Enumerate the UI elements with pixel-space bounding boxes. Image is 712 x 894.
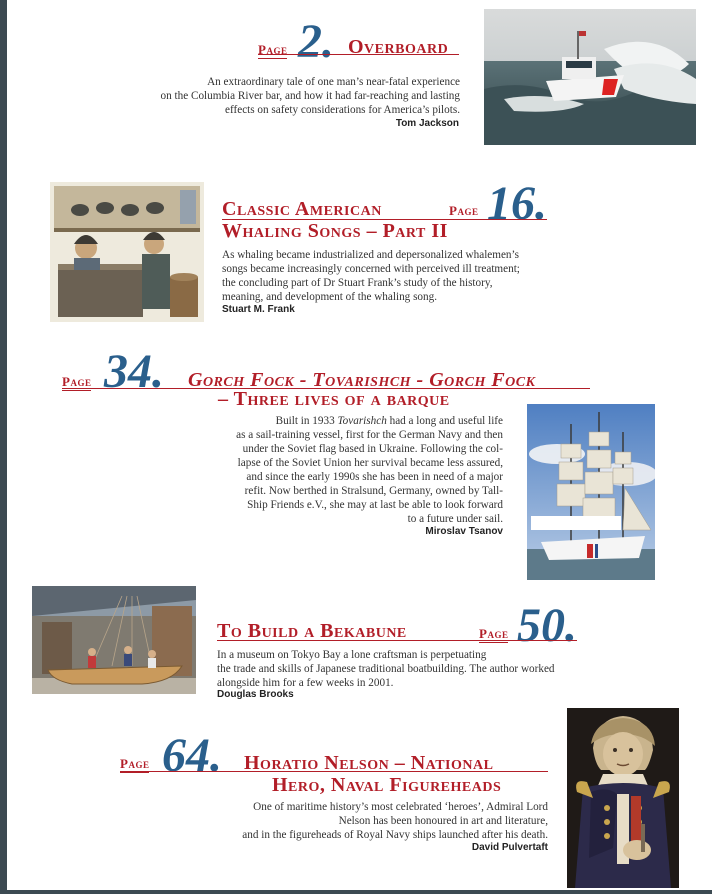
article-author: David Pulvertaft xyxy=(471,842,548,853)
page-label: Page xyxy=(449,203,479,218)
page-number: 16. xyxy=(487,177,547,230)
article-title-line1[interactable]: Gorch Fock - Tovarishch - Gorch Fock xyxy=(188,369,536,391)
article-title-line2[interactable]: – Three lives of a barque xyxy=(218,388,450,410)
article-title-line1[interactable]: Horatio Nelson – National xyxy=(244,752,494,774)
article-author: Douglas Brooks xyxy=(217,689,294,700)
page-number: 2. xyxy=(298,15,334,68)
article-description: An extraordinary tale of one man’s near-fatal experience on the Columbia River bar, and how it had far-reaching and lasting effects on safety considerations for America’s pilots. xyxy=(160,76,460,116)
article-description: Built in 1933 Tovarishch had a long and useful life as a sail-training vessel, first for the German Navy and then under the Soviet flag based in Ukraine. Following the col- lapse of the Soviet Union her survival became less assured, and since the early 1990s she has been in need of a major refit. Now berthed in Stralsund, Germany, owned by Tall- Ship Friends e.V., she may at last be able to look forward to a future under sail. xyxy=(236,415,503,525)
article-description: As whaling became industrialized and depersonalized whalemen’s songs became increasingly concerned with perceived ill treatment; the concluding part of Dr Stuart Frank’s study of the history, meaning, and development of the whaling song. xyxy=(222,249,520,303)
page-edge xyxy=(0,0,7,894)
article-description: In a museum on Tokyo Bay a lone craftsman is perpetuating the trade and skills of Japanese traditional boatbuilding. The author worked alongside him for a few weeks in 2001. xyxy=(217,649,555,689)
article-description: One of maritime history’s most celebrated ‘heroes’, Admiral Lord Nelson has been honoured in art and literature, and in the figureheads of Royal Navy ships launched after his death. xyxy=(242,801,548,841)
page-number: 64. xyxy=(162,729,222,782)
nelson-figurehead-photo xyxy=(567,708,679,888)
tall-ship-photo xyxy=(527,404,655,580)
article-title[interactable]: Overboard xyxy=(348,36,449,58)
page-label: Page xyxy=(62,374,92,389)
boatbuilding-museum-photo xyxy=(32,586,196,694)
article-author: Tom Jackson xyxy=(395,118,459,129)
lifeboat-photo xyxy=(484,9,696,145)
page-number: 50. xyxy=(517,599,577,652)
article-title-line1[interactable]: Classic American xyxy=(222,198,382,220)
article-author: Miroslav Tsanov xyxy=(425,526,503,537)
article-title-line2[interactable]: Whaling Songs – Part II xyxy=(222,220,448,242)
page-number: 34. xyxy=(104,345,164,398)
article-title[interactable]: To Build a Bekabune xyxy=(217,620,407,642)
bottom-edge xyxy=(7,890,712,894)
page-label: Page xyxy=(258,42,288,57)
page-label: Page xyxy=(479,626,509,641)
article-author: Stuart M. Frank xyxy=(222,304,295,315)
whaling-sketch-illustration xyxy=(50,182,204,322)
page-label: Page xyxy=(120,756,150,771)
article-title-line2[interactable]: Hero, Naval Figureheads xyxy=(272,774,502,796)
